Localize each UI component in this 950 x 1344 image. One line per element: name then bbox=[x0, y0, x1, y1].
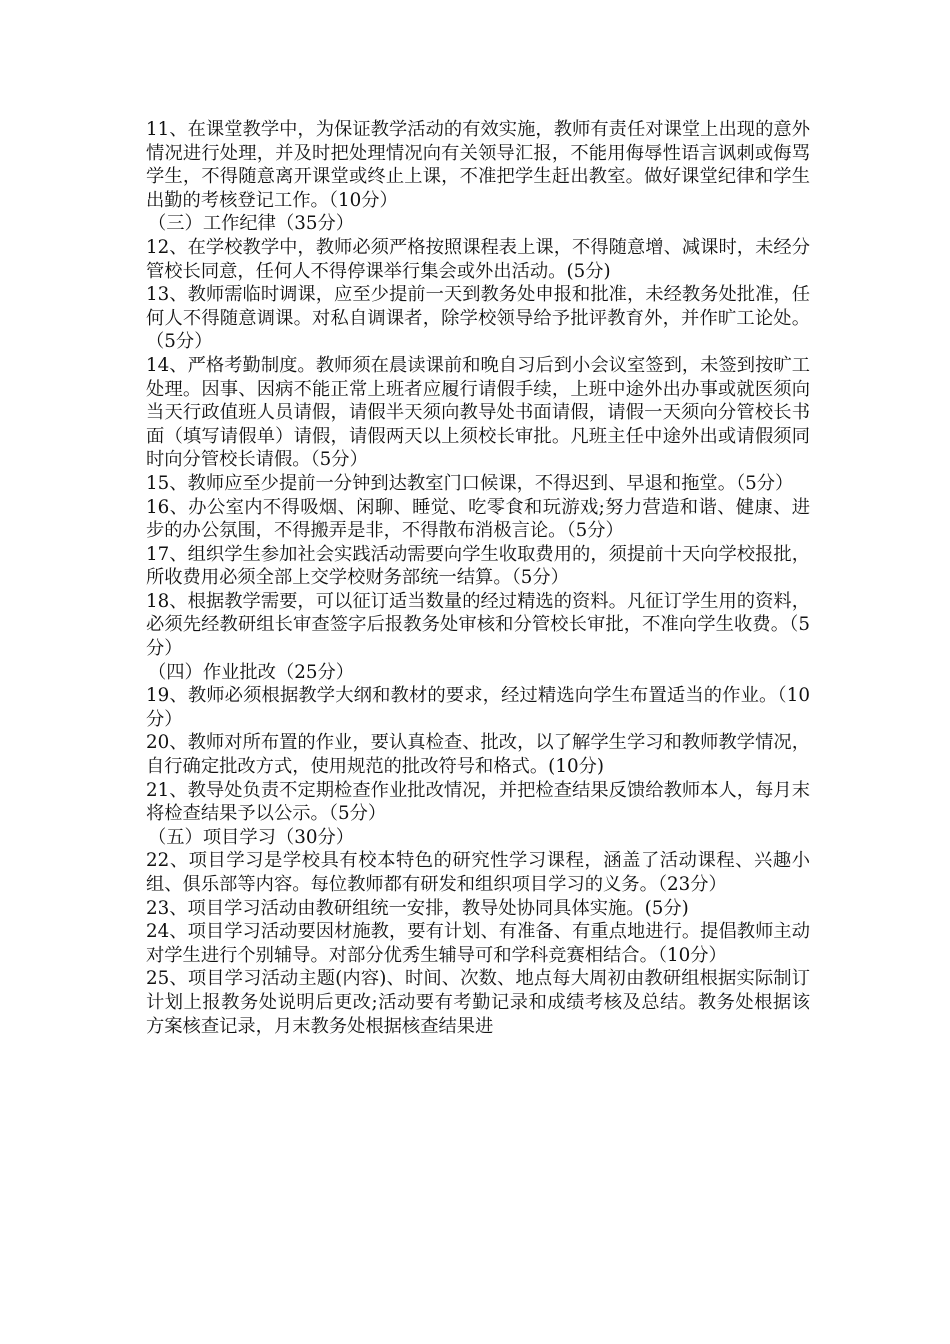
paragraph-item-17: 17、组织学生参加社会实践活动需要向学生收取费用的，须提前十天向学校报批，所收费用必须全部上交学校财务部统一结算。（5分） bbox=[146, 543, 810, 589]
paragraph-item-11: 11、在课堂教学中，为保证教学活动的有效实施，教师有责任对课堂上出现的意外情况进行处理，并及时把处理情况向有关领导汇报，不能用侮辱性语言讽刺或侮骂学生，不得随意离开课堂或终止上课，不准把学生赶出教室。做好课堂纪律和学生出勤的考核登记工作。（10分） bbox=[146, 119, 810, 211]
paragraph-item-24: 24、项目学习活动要因材施教，要有计划、有准备、有重点地进行。提倡教师主动对学生进行个别辅导。对部分优秀生辅导可和学科竞赛相结合。（10分） bbox=[146, 921, 810, 966]
paragraph-item-22: 22、项目学习是学校具有校本特色的研究性学习课程，涵盖了活动课程、兴趣小组、俱乐部等内容。每位教师都有研发和组织项目学习的义务。（23分） bbox=[146, 850, 810, 895]
paragraph-item-21: 21、教导处负责不定期检查作业批改情况，并把检查结果反馈给教师本人，每月末将检查结果予以公示。（5分） bbox=[146, 779, 810, 825]
paragraph-item-15: 15、教师应至少提前一分钟到达教室门口候课，不得迟到、早退和拖堂。（5分） bbox=[146, 472, 794, 494]
paragraph-item-25: 25、项目学习活动主题(内容)、时间、次数、地点每大周初由教研组根据实际制订计划上报教务处说明后更改;活动要有考勤记录和成绩考核及总结。教务处根据该方案核查记录，月末教务处根据核查结果进 bbox=[146, 968, 810, 1037]
section-heading-project-learning: （五）项目学习（30分） bbox=[148, 826, 355, 848]
paragraph-item-23: 23、项目学习活动由教研组统一安排，教导处协同具体实施。(5分) bbox=[146, 897, 689, 919]
paragraph-item-13: 13、教师需临时调课，应至少提前一天到教务处申报和批准，未经教务处批准，任何人不得随意调课。对私自调课者，除学校领导给予批评教育外，并作旷工论处。（5分） bbox=[146, 284, 810, 353]
paragraph-item-16: 16、办公室内不得吸烟、闲聊、睡觉、吃零食和玩游戏;努力营造和谐、健康、进步的办公氛围，不得搬弄是非，不得散布消极言论。（5分） bbox=[146, 496, 810, 542]
document-page bbox=[146, 118, 810, 1038]
section-heading-work-discipline: （三）工作纪律（35分） bbox=[148, 213, 355, 235]
paragraph-item-20: 20、教师对所布置的作业，要认真检查、批改，以了解学生学习和教师教学情况，自行确定批改方式，使用规范的批改符号和格式。(10分) bbox=[146, 732, 810, 778]
paragraph-item-19: 19、教师必须根据教学大纲和教材的要求，经过精选向学生布置适当的作业。（10分） bbox=[146, 685, 810, 730]
paragraph-item-12: 12、在学校教学中，教师必须严格按照课程表上课，不得随意增、减课时，未经分管校长同意，任何人不得停课举行集会或外出活动。(5分) bbox=[146, 236, 810, 282]
paragraph-item-14: 14、严格考勤制度。教师须在晨读课前和晚自习后到小会议室签到，未签到按旷工处理。因事、因病不能正常上班者应履行请假手续，上班中途外出办事或就医须向当天行政值班人员请假，请假半天须向教导处书面请假，请假一天须向分管校长书面（填写请假单）请假，请假两天以上须校长审批。凡班主任中途外出或请假须同时向分管校长请假。（5分） bbox=[146, 354, 810, 471]
paragraph-item-18: 18、根据教学需要，可以征订适当数量的经过精选的资料。凡征订学生用的资料，必须先经教研组长审查签字后报教务处审核和分管校长审批，不准向学生收费。（5分） bbox=[146, 590, 810, 660]
section-heading-homework-grading: （四）作业批改（25分） bbox=[148, 661, 355, 683]
